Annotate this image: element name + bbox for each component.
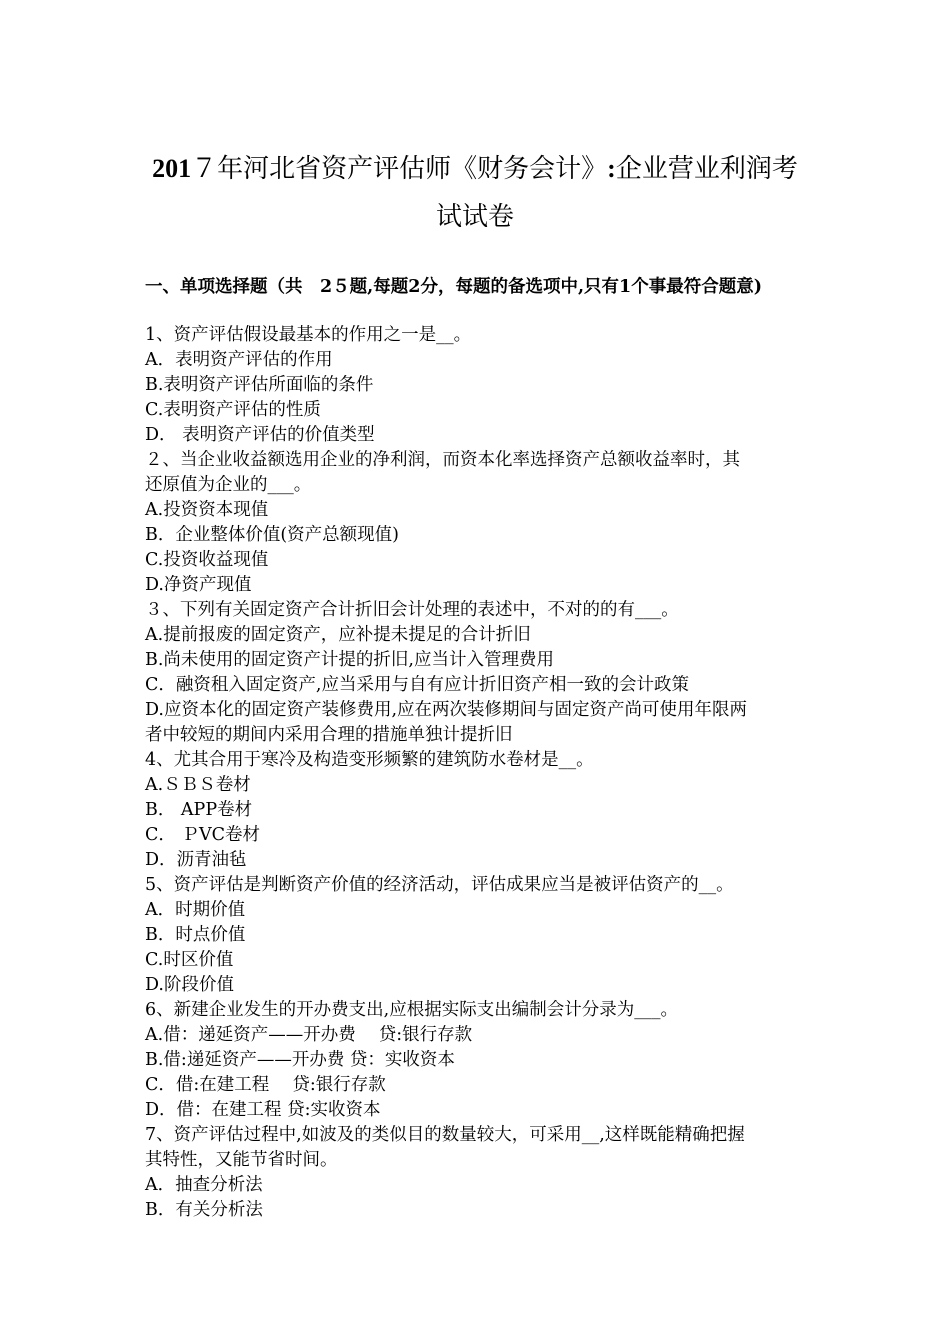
question-3-option-c: C．融资租入固定资产,应当采用与自有应计折旧资产相一致的会计政策	[145, 675, 689, 695]
question-6-option-b: B.借:递延资产——开办费 贷：实收资本	[145, 1050, 455, 1070]
question-7-option-b: B．有关分析法	[145, 1200, 263, 1220]
question-6-option-a: A.借：递延资产——开办费 贷:银行存款	[145, 1025, 473, 1045]
question-3-option-d-line-1: D.应资本化的固定资产装修费用,应在两次装修期间与固定资产尚可使用年限两	[145, 700, 748, 720]
question-5-option-d: D.阶段价值	[145, 975, 234, 995]
document-title-line-1	[130, 156, 820, 182]
title-main-text: ７年河北省资产评估师《财务会计》	[191, 154, 608, 184]
title-year-bold: 201	[152, 154, 192, 183]
question-4-option-a: A.ＳＢＳ卷材	[145, 775, 251, 795]
question-5-stem: 5、资产评估是判断资产价值的经济活动，评估成果应当是被评估资产的__。	[145, 875, 734, 895]
document-title-line-2: 试试卷	[435, 202, 514, 232]
question-5-option-c: C.时区价值	[145, 950, 234, 970]
question-5-option-b: B．时点价值	[145, 925, 246, 945]
question-5-option-a: A．时期价值	[145, 900, 246, 920]
question-6-option-c: C．借:在建工程 贷:银行存款	[145, 1075, 386, 1095]
title-colon: :	[607, 154, 616, 183]
question-7-option-a: A．抽查分析法	[145, 1175, 263, 1195]
question-body	[145, 323, 815, 1223]
question-3-option-d-line-2: 者中较短的期间内采用合理的措施单独计提折旧	[145, 725, 513, 745]
question-3-stem: ３、下列有关固定资产合计折旧会计处理的表述中，不对的的有___。	[145, 600, 679, 620]
question-2-stem-line-2: 还原值为企业的___。	[145, 475, 312, 495]
question-4-stem: 4、尤其合用于寒冷及构造变形频繁的建筑防水卷材是__。	[145, 750, 594, 770]
question-3-option-a: A.提前报废的固定资产，应补提未提足的合计折旧	[145, 625, 531, 645]
question-6-stem: 6、新建企业发生的开办费支出,应根据实际支出编制会计分录为___。	[145, 1000, 678, 1020]
question-4-option-b: B． APP卷材	[145, 800, 253, 820]
question-4-option-d: D．沥青油毡	[145, 850, 247, 870]
question-2-option-a: A.投资资本现值	[145, 500, 269, 520]
question-7-stem-line-2: 其特性，又能节省时间。	[145, 1150, 338, 1170]
question-1-stem: 1、资产评估假设最基本的作用之一是__。	[145, 325, 472, 345]
question-3-option-b: B.尚未使用的固定资产计提的折旧,应当计入管理费用	[145, 650, 554, 670]
question-1-option-b: B.表明资产评估所面临的条件	[145, 375, 374, 395]
section-heading: 一、单项选择题（共 2５题,每题2分，每题的备选项中,只有1个事最符合题意)	[145, 277, 762, 297]
question-6-option-d: D．借：在建工程 贷:实收资本	[145, 1100, 381, 1120]
question-2-option-c: C.投资收益现值	[145, 550, 269, 570]
question-1-option-d: D． 表明资产评估的价值类型	[145, 425, 375, 445]
question-2-option-b: B．企业整体价值(资产总额现值)	[145, 525, 400, 545]
question-2-stem-line-1: ２、当企业收益额选用企业的净利润，而资本化率选择资产总额收益率时，其	[145, 450, 740, 470]
question-7-stem-line-1: 7、资产评估过程中,如波及的类似目的数量较大，可采用__,这样既能精确把握	[145, 1125, 745, 1145]
question-1-option-a: A．表明资产评估的作用	[145, 350, 333, 370]
title-end-text: 企业营业利润考	[615, 154, 798, 184]
question-4-option-c: C． ＰVC卷材	[145, 825, 260, 845]
question-2-option-d: D.净资产现值	[145, 575, 252, 595]
question-1-option-c: C.表明资产评估的性质	[145, 400, 321, 420]
